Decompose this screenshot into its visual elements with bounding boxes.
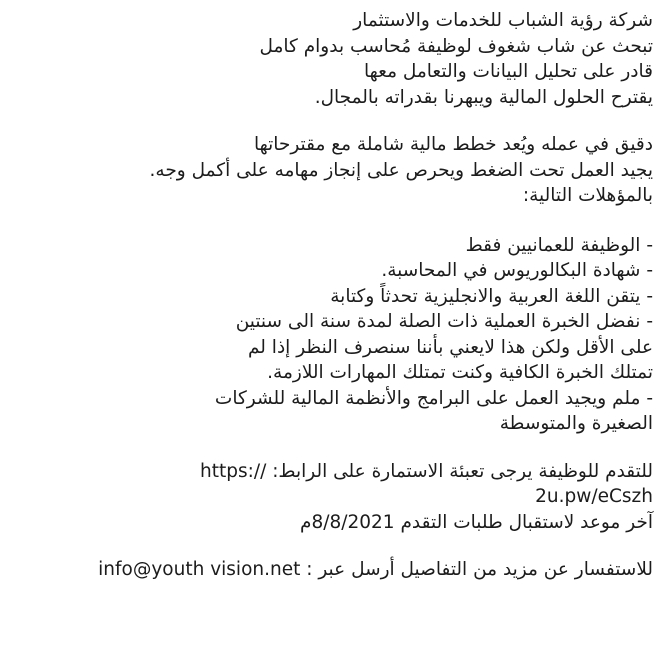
requirement-item: على الأقل ولكن هذا لايعني بأننا سنصرف النظر إذا لم (247, 336, 653, 358)
intro-line: يقترح الحلول المالية ويبهرنا بقدراته بالمجال. (314, 86, 653, 108)
intro-paragraph (14, 8, 653, 110)
qualities-line: يجيد العمل تحت الضغط ويحرص على إنجاز مهامه على أكمل وجه. (149, 159, 653, 181)
contact-email-line[interactable]: للاستفسار عن مزيد من التفاصيل أرسل عبر : info@youth vision.net (98, 559, 653, 580)
apply-section (14, 459, 653, 536)
contact-section (14, 557, 653, 583)
intro-line: قادر على تحليل البيانات والتعامل معها (364, 61, 653, 82)
requirement-item: - ملم ويجيد العمل على البرامج والأنظمة المالية للشركات (214, 387, 653, 409)
spacer (14, 437, 653, 459)
apply-instructions: للتقدم للوظيفة يرجى تعبئة الاستمارة على الرابط: //:https (199, 460, 653, 482)
spacer (14, 110, 653, 132)
requirement-item: - شهادة البكالوريوس في المحاسبة. (381, 260, 653, 281)
requirement-item: تمتلك الخبرة الكافية وكنت تمتلك المهارات اللازمة. (267, 362, 653, 383)
application-deadline: آخر موعد لاستقبال طلبات التقدم 8/8/2021م (300, 511, 653, 533)
requirement-item: - يتقن اللغة العربية والانجليزية تحدثاً وكتابة (330, 285, 653, 307)
qualities-line: بالمؤهلات التالية: (522, 185, 653, 206)
intro-line: تبحث عن شاب شغوف لوظيفة مُحاسب بدوام كامل (259, 35, 653, 57)
requirement-item: الصغيرة والمتوسطة (499, 413, 653, 434)
spacer (14, 535, 653, 557)
requirements-list (14, 233, 653, 437)
requirement-item: - نفضل الخبرة العملية ذات الصلة لمدة سنة الى سنتين (235, 311, 653, 332)
qualities-paragraph (14, 132, 653, 209)
spacer (14, 209, 653, 233)
apply-link[interactable]: 2u.pw/eCszh (535, 486, 653, 507)
qualities-line: دقيق في عمله ويُعد خطط مالية شاملة مع مقترحاتها (253, 134, 653, 155)
intro-line: شركة رؤية الشباب للخدمات والاستثمار (353, 10, 653, 31)
requirement-item: - الوظيفة للعمانيين فقط (465, 234, 653, 256)
